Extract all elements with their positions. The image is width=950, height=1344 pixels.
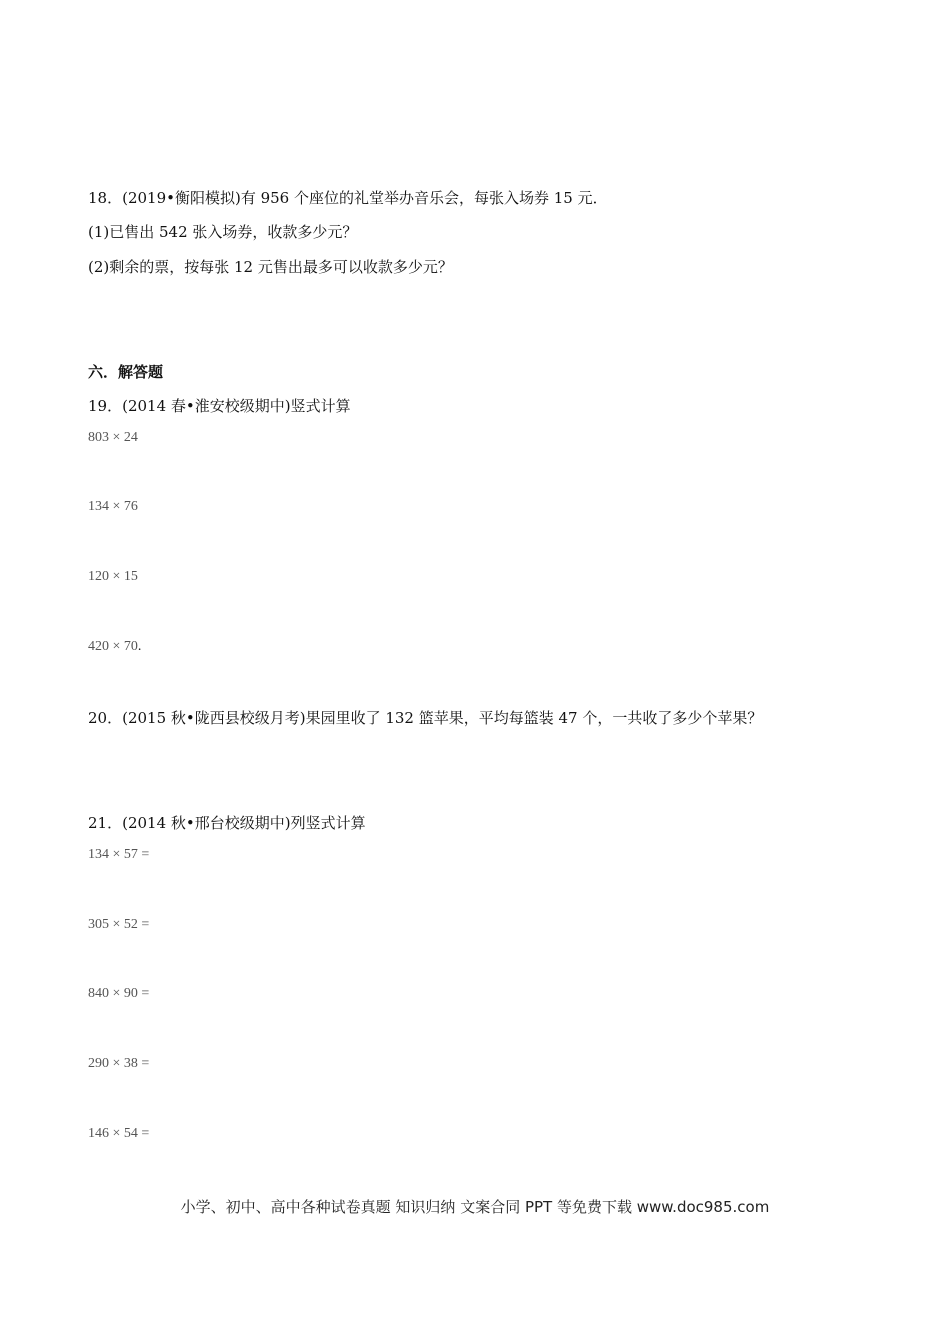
question-19-title: 19．(2014 春•淮安校级期中)竖式计算 (88, 397, 351, 415)
question-19-expression: 134 × 76 (88, 499, 138, 514)
end-mark: . (137, 639, 142, 654)
question-18-part-1: (1)已售出 542 张入场券，收款多少元？ (88, 223, 358, 241)
question-21-expression: 290 × 38 = (88, 1056, 150, 1071)
section-heading: 六．解答题 (88, 363, 164, 381)
question-21-expression: 146 × 54 = (88, 1126, 150, 1141)
question-21-expression: 305 × 52 = (88, 917, 150, 932)
expression-text: 420 × 70 (88, 639, 138, 654)
question-19-expression: 803 × 24 (88, 430, 138, 445)
question-19-expression: 120 × 15 (88, 569, 138, 584)
footer-text: 小学、初中、高中各种试卷真题 知识归纳 文案合同 PPT 等免费下载 www.doc985.com (180, 1198, 770, 1216)
question-20-title: 20．(2015 秋•陇西县校级月考)果园里收了 132 篮苹果，平均每篮装 47 个，一共收了多少个苹果？ (88, 709, 763, 727)
question-19-expression (88, 637, 141, 657)
question-21-title: 21．(2014 秋•邢台校级期中)列竖式计算 (88, 814, 366, 832)
question-18-part-2: (2)剩余的票，按每张 12 元售出最多可以收款多少元？ (88, 258, 453, 276)
question-21-expression: 840 × 90 = (88, 986, 150, 1001)
question-18-title: 18．(2019•衡阳模拟)有 956 个座位的礼堂举办音乐会，每张入场券 15 元． (88, 189, 608, 207)
question-21-expression: 134 × 57 = (88, 847, 150, 862)
